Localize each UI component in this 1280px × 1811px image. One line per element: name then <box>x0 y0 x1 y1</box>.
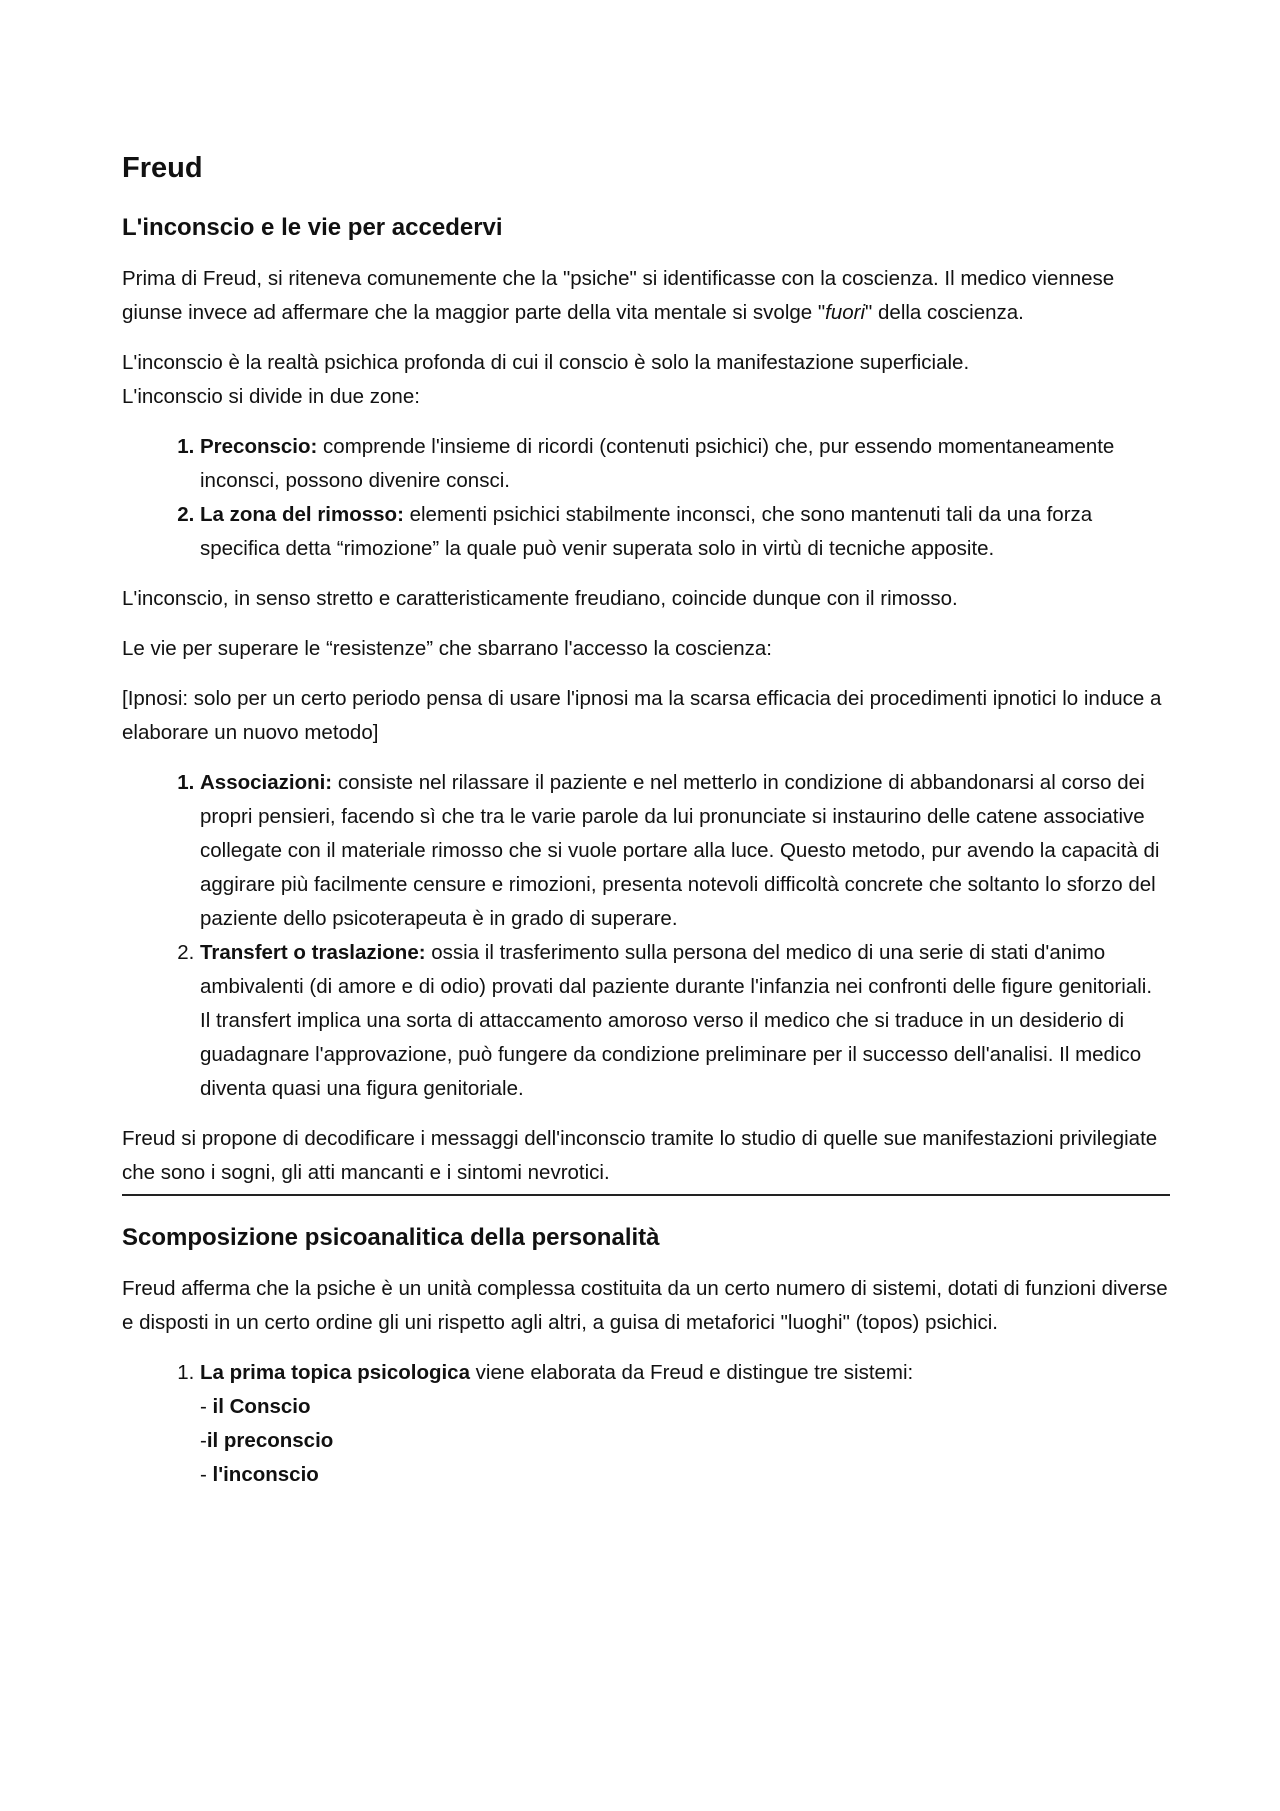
section-heading-personalita: Scomposizione psicoanalitica della personalità <box>122 1224 660 1251</box>
methods-list <box>122 766 1170 1106</box>
system-conscio <box>200 1390 1170 1424</box>
desc-rimosso: elementi psichici stabilmente inconsci, che sono mantenuti tali da una forza specifica detta “rimozione” la quale può venir superata solo in virtù di tecniche apposite. <box>200 503 1093 560</box>
definition-line-1: L'inconscio è la realtà psichica profonda di cui il conscio è solo la manifestazione superficiale. <box>122 351 970 374</box>
system-label: l'inconscio <box>212 1463 319 1486</box>
list-item-transfert <box>200 936 1170 1106</box>
document-title: Freud <box>122 152 203 184</box>
desc-transfert-extra: Il transfert implica una sorta di attaccamento amoroso verso il medico che si traduce in un desiderio di guadagnare l'approvazione, può fungere da condizione preliminare per il successo dell'analisi. Il medico diventa quasi una figura genitoriale. <box>200 1009 1142 1100</box>
intro-text-a: Prima di Freud, si riteneva comunemente che la "psiche" si identificasse con la coscienza. Il medico viennese giunse invece ad affermare che la maggior parte della vita mentale si svolge " <box>122 267 1115 324</box>
paragraph-rimosso: L'inconscio, in senso stretto e caratteristicamente freudiano, coincide dunque con il rimosso. <box>122 587 958 610</box>
desc-associazioni: consiste nel rilassare il paziente e nel metterlo in condizione di abbandonarsi al corso dei propri pensieri, facendo sì che tra le varie parole da lui pronunciate si instaurino delle catene associative collegate con il materiale rimosso che si vuole portare alla luce. Questo metodo, pur avendo la capacità di aggirare più facilmente censure e rimozioni, presenta notevoli difficoltà concrete che soltanto lo sforzo del paziente dello psicoterapeuta è in grado di superare. <box>200 771 1160 930</box>
term-rimosso: La zona del rimosso: <box>200 503 404 526</box>
paragraph-decodifica: Freud si propone di decodificare i messaggi dell'inconscio tramite lo studio di quelle sue manifestazioni privilegiate che sono i sogni, gli atti mancanti e i sintomi nevrotici. <box>122 1127 1158 1184</box>
topica-list <box>122 1356 1170 1492</box>
intro-italic-word: fuori <box>825 301 866 324</box>
system-label: il Conscio <box>212 1395 311 1418</box>
list-item-rimosso <box>200 498 1170 566</box>
list-item-preconscio <box>200 430 1170 498</box>
paragraph-intro <box>122 262 1170 330</box>
desc-transfert: ossia il trasferimento sulla persona del medico di una serie di stati d'animo ambivalenti (di amore e di odio) provati dal paziente durante l'infanzia nei confronti delle figure genitoriali. <box>200 941 1153 998</box>
system-prefix: - <box>200 1463 213 1486</box>
paragraph-inconscio-definition <box>122 346 1170 414</box>
system-label: il preconscio <box>206 1429 334 1452</box>
list-item-prima-topica <box>200 1356 1170 1492</box>
desc-preconscio: comprende l'insieme di ricordi (contenuti psichici) che, pur essendo momentaneamente inconsci, possono divenire consci. <box>200 435 1115 492</box>
system-prefix: - <box>200 1395 213 1418</box>
term-associazioni: Associazioni: <box>200 771 333 794</box>
intro-text-b: " della coscienza. <box>865 301 1024 324</box>
term-prima-topica: La prima topica psicologica <box>200 1361 470 1384</box>
system-preconscio <box>200 1424 1170 1458</box>
zones-list <box>122 430 1170 566</box>
list-item-associazioni <box>200 766 1170 936</box>
system-inconscio <box>200 1458 1170 1492</box>
term-transfert: Transfert o traslazione: <box>200 941 426 964</box>
desc-prima-topica: viene elaborata da Freud e distingue tre sistemi: <box>469 1361 914 1384</box>
term-preconscio: Preconscio: <box>200 435 318 458</box>
section-divider <box>122 1194 1170 1196</box>
system-prefix: - <box>200 1429 207 1452</box>
section-heading-inconscio: L'inconscio e le vie per accedervi <box>122 214 503 241</box>
paragraph-ipnosi: [Ipnosi: solo per un certo periodo pensa di usare l'ipnosi ma la scarsa efficacia dei procedimenti ipnotici lo induce a elaborare un nuovo metodo] <box>122 687 1162 744</box>
definition-line-2: L'inconscio si divide in due zone: <box>122 385 420 408</box>
paragraph-resistenze: Le vie per superare le “resistenze” che sbarrano l'accesso la coscienza: <box>122 637 772 660</box>
paragraph-psiche: Freud afferma che la psiche è un unità complessa costituita da un certo numero di sistemi, dotati di funzioni diverse e disposti in un certo ordine gli uni rispetto agli altri, a guisa di metaforici "luoghi" (topos) psichici. <box>122 1277 1168 1334</box>
